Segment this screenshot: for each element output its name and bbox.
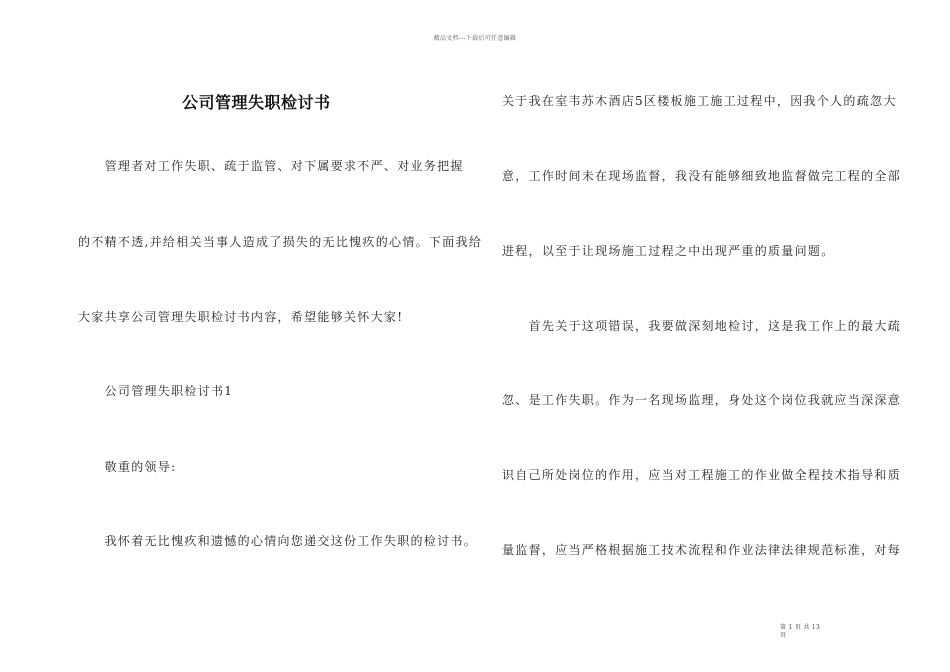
paragraph-line: 的不精不透,并给相关当事人造成了损失的无比愧疚的心情。下面我给 — [78, 235, 483, 249]
paragraph-line: 首先关于这项错误，我要做深刻地检讨，这是我工作上的最大疏 — [502, 319, 902, 333]
page-number-line: 第 1 页 共 13 — [780, 624, 821, 631]
paragraph-line: 忽、是工作失职。作为一名现场监理，身处这个岗位我就应当深深意 — [502, 393, 902, 407]
page-header-note: 精品文档---下载后可任意编辑 — [433, 35, 517, 42]
page-number-line: 页 — [780, 632, 787, 639]
paragraph-line: 关于我在室韦苏木酒店5区楼板施工施工过程中，因我个人的疏忽大 — [502, 94, 897, 108]
paragraph-line: 识自己所处岗位的作用，应当对工程施工的作业做全程技术指导和质 — [502, 468, 902, 482]
paragraph-line: 进程，以至于让现场施工过程之中出现严重的质量问题。 — [502, 244, 835, 258]
paragraph-line: 大家共享公司管理失职检讨书内容，希望能够关怀大家! — [78, 310, 404, 324]
paragraph-line: 我怀着无比愧疚和遗憾的心情向您递交这份工作失职的检讨书。 — [78, 534, 478, 548]
section-heading-line: 公司管理失职检讨书1 — [78, 384, 234, 398]
page-number — [780, 624, 820, 640]
paragraph-line: 意，工作时间未在现场监督，我没有能够细致地监督做完工程的全部 — [502, 169, 902, 183]
salutation-line: 敬重的领导: — [78, 460, 177, 474]
paragraph-line: 管理者对工作失职、疏于监管、对下属要求不严、对业务把握 — [78, 159, 464, 173]
paragraph-line: 量监督，应当严格根据施工技术流程和作业法律法律规范标准，对每 — [502, 543, 902, 557]
document-title: 公司管理失职检讨书 — [182, 93, 331, 112]
